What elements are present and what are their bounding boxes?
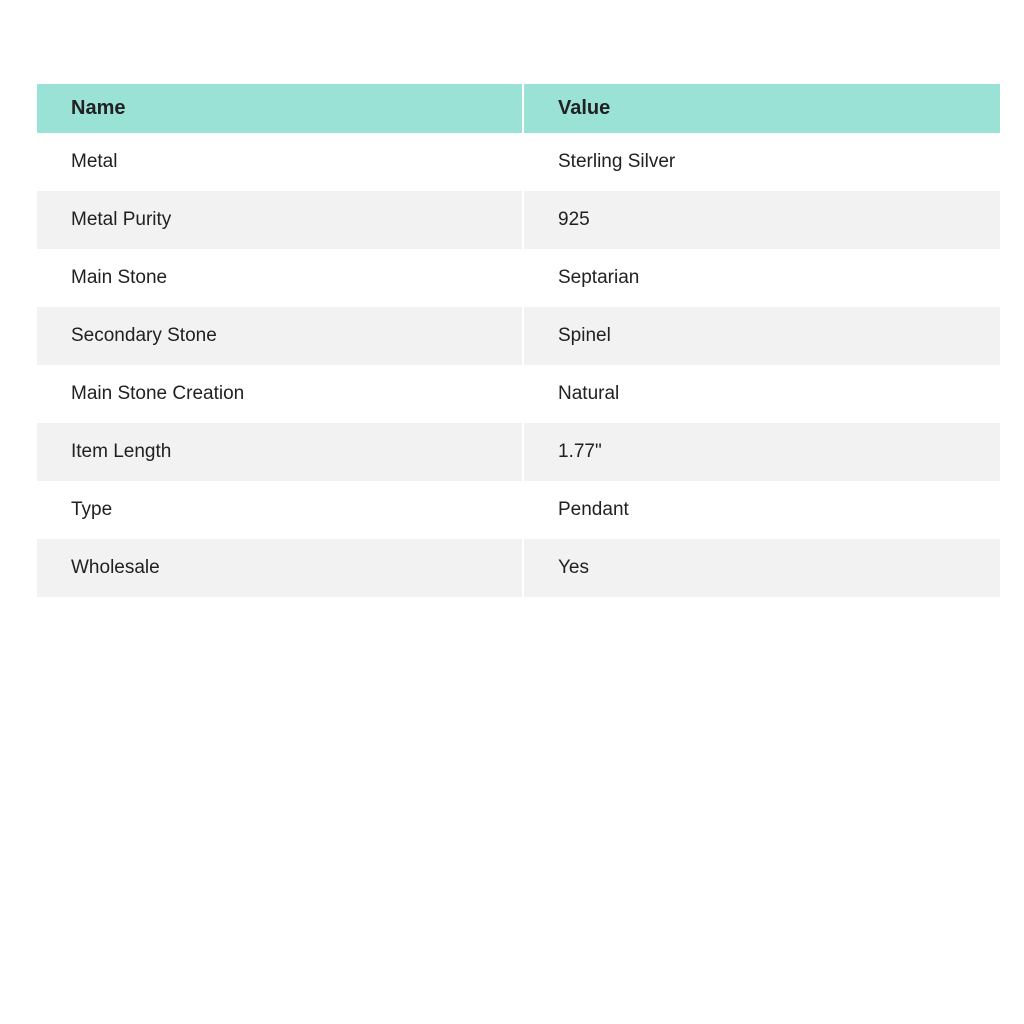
attribute-name: Item Length <box>37 423 523 481</box>
table-row <box>37 423 1000 481</box>
table-header-row <box>37 84 1000 133</box>
attribute-name: Metal <box>37 133 523 191</box>
attribute-name: Metal Purity <box>37 191 523 249</box>
attribute-value: Sterling Silver <box>523 133 1000 191</box>
table-row <box>37 191 1000 249</box>
attribute-name: Secondary Stone <box>37 307 523 365</box>
table-row <box>37 249 1000 307</box>
product-spec-table <box>37 84 1000 597</box>
attribute-name: Wholesale <box>37 539 523 597</box>
table-row <box>37 133 1000 191</box>
header-name: Name <box>37 84 523 133</box>
attribute-value: 1.77" <box>523 423 1000 481</box>
table-row <box>37 365 1000 423</box>
attribute-value: Yes <box>523 539 1000 597</box>
header-value: Value <box>523 84 1000 133</box>
table-row <box>37 307 1000 365</box>
attribute-name: Main Stone <box>37 249 523 307</box>
attribute-name: Main Stone Creation <box>37 365 523 423</box>
attribute-value: 925 <box>523 191 1000 249</box>
attribute-value: Pendant <box>523 481 1000 539</box>
attribute-value: Natural <box>523 365 1000 423</box>
table-row <box>37 481 1000 539</box>
attribute-value: Septarian <box>523 249 1000 307</box>
table-row <box>37 539 1000 597</box>
attribute-value: Spinel <box>523 307 1000 365</box>
attribute-name: Type <box>37 481 523 539</box>
